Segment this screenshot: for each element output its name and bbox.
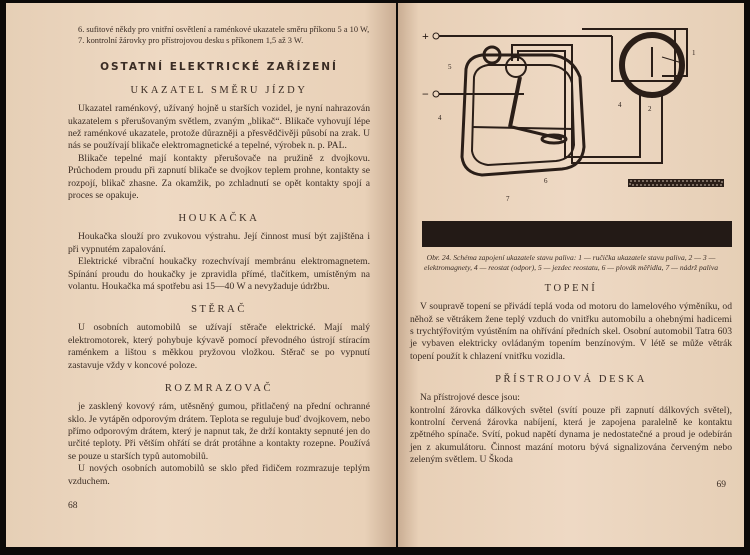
section-title: STĚRAČ — [191, 304, 247, 316]
paragraph: Blikače tepelné mají kontakty přerušovače na pružině z dvojkovu. Průchodem proudu při zapnutí blikače se dvojkov teplem prohne, kontakty se rozpojí, blikač zhasne. Za okamžik, po zchladnutí se opět kontakty spojí a proces se opakuje. — [68, 152, 370, 202]
list-item: 6. sufitové někdy pro vnitřní osvětlení a raménkové ukazatele směru příkonu 5 a 10 W, — [78, 25, 370, 34]
section-title: UKAZATEL SMĚRU JÍZDY — [130, 85, 308, 97]
page-number: 68 — [68, 500, 78, 511]
label-4: 4 — [618, 101, 622, 109]
left-page — [6, 3, 396, 547]
list-item: 7. kontrolní žárovky pro přístrojovou desku s příkonem 1,5 až 3 W. — [78, 35, 304, 45]
paragraph: kontrolní žárovka dálkových světel (svítí pouze při zapnutí dálkových světel), kontrolní červená žárovka nabíjení, která je zapojena paralelně ke kontaktu zpětného spínače. Svítí, pokud napětí dynama je nedostatečné a proud je odebírán jen z akumulátoru. Činnost mazání motoru bývá signalizována červeným nebo zeleným světlem. U Škoda — [410, 404, 732, 466]
label-2: 2 — [648, 105, 652, 113]
label-1: 1 — [692, 49, 696, 57]
list-items — [68, 25, 370, 46]
paragraph: Na přístrojové desce jsou: — [420, 392, 520, 404]
paragraph: V soupravě topení se přivádí teplá voda od motoru do lamelového výměníku, od něhož se větrákem žene teplý vzduch do vnitřku automobilu a ohebnými hadicemi s trychtýřovitým vyústěním na ohřívání předních skel. Osobní automobil Tatra 603 je vybaven elektricky ovládaným topením benzínovým. V létě se může větrák topení použít k chlazení vnitřku vozidla. — [410, 301, 732, 362]
page-number: 69 — [716, 479, 726, 490]
section-body — [68, 401, 370, 488]
paragraph: Elektrické vibrační houkačky rozechvívají membránu elektromagnetem. Spínání proudu do houkačky je zpravidla přímé, tlačítkem, umístěným na volantu. Houkačka má spotřebu asi 15—40 W a nevyžaduje údržbu. — [68, 256, 370, 293]
label-6: 6 — [544, 177, 548, 185]
section-title: TOPENÍ — [544, 283, 598, 295]
section-title: HOUKAČKA — [178, 213, 260, 225]
fuel-gauge-diagram — [422, 17, 732, 251]
figure-caption: Obr. 24. Schéma zapojení ukazatele stavu paliva: 1 — ručička ukazatele stavu paliva, 2 — 3 — elektromagnety, 4 — reostat (odpor), 5 — jezdec reostatu, 6 — plovák měřidla, 7 — nádrž paliva — [423, 253, 718, 272]
paragraph: je zasklený kovový rám, utěsněný gumou, přitlačený na přední ochranné sklo. Je vytápěn odporovým drátem. Teplota se reguluje buď dvojkovem, nebo přímo odporovým drátem, který je napnut tak, že drží kontakty sepnuté jen do určité teploty. Při větším ohřátí se drát protáhne a kontakty rozepne. Používá se pouze u starších typů automobilů. — [68, 401, 370, 462]
section-body — [68, 231, 370, 293]
right-page — [398, 3, 744, 547]
paragraph: Ukazatel raménkový, užívaný hojně u starších vozidel, je nyní nahrazován ukazatelem s přerušovaným světlem, zvaným „blikač“. Blikače vyhovují lépe než raménkové ukazatele, protože důrazněji a přesvědčivěji působí na zrak. U nás se používají blikače elektromagnetické a tepelné, výrobek n. p. PAL. — [68, 103, 370, 152]
section-body — [410, 301, 732, 363]
plus-label: + — [422, 29, 429, 43]
paragraph: Houkačka slouží pro zvukovou výstrahu. Její činnost musí být zajištěna i při vypnutém zapalování. — [68, 231, 370, 255]
section-body — [68, 322, 370, 372]
chapter-title: OSTATNÍ ELEKTRICKÉ ZAŘÍZENÍ — [100, 61, 338, 74]
paragraph: U nových osobních automobilů se sklo před řidičem rozmrazuje teplým vzduchem. — [68, 463, 370, 487]
label-5: 5 — [448, 63, 452, 71]
minus-label: − — [422, 87, 429, 101]
label-7: 7 — [506, 195, 510, 203]
paragraph: U osobních automobilů se užívají stěrače elektrické. Mají malý elektromotorek, který pohybuje kývavě pomocí převodného ústrojí stíracím raménkem a lištou s měkkou pryžovou vložkou. Stěrač se po vypnutí zastavuje vždy v koncové poloze. — [68, 322, 370, 371]
section-title: ROZMRAZOVAČ — [164, 383, 274, 395]
section-title: PŘÍSTROJOVÁ DESKA — [495, 374, 647, 386]
section-body — [410, 392, 732, 466]
section-body — [68, 103, 370, 202]
label-4: 4 — [438, 114, 442, 122]
